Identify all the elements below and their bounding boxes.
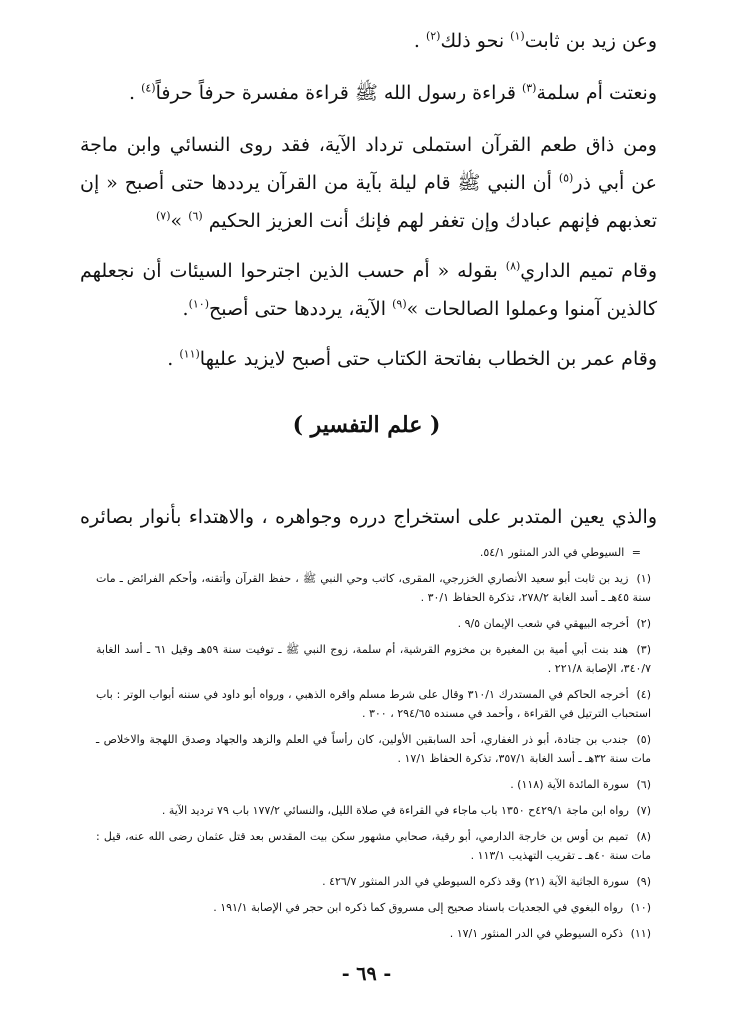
- paragraph-text: ومن ذاق طعم القرآن استملى ترداد الآية، فقد روى النسائي وابن ماجة عن أبي ذر: [80, 134, 658, 194]
- footnote-text: سورة المائدة الآية (١١٨) .: [510, 778, 629, 791]
- paragraph-text: »: [170, 210, 189, 232]
- footnote-item: [96, 569, 651, 607]
- footnote-number: =: [631, 546, 641, 559]
- footnote-ref: (١٠): [188, 297, 210, 311]
- footnote-text: جندب بن جنادة، أبو ذر الغفاري، أحد السابقين الأولين، كان رأساً في العلم والزهد والجهاد وصدق اللهجة والاخلاص ـ مات سنة ٣٢هـ ـ أسد الغابة ٣٥٧/١، تذكرة الحفاظ ١٧/١ .: [96, 733, 651, 765]
- footnote-text: هند بنت أبي أمية بن المغيرة بن مخزوم القرشية، أم سلمة، زوج النبي ﷺ ـ توفيت سنة ٥٩هـ وقيل ٦١ ـ أسد الغابة ٣٤٠/٧، الإصابة ٢٢١/٨ .: [96, 643, 651, 675]
- paragraph-1: [80, 22, 657, 60]
- section-heading: ( علم التفسير ): [292, 412, 441, 438]
- footnote-ref: (٥): [558, 171, 574, 185]
- footnote-number: (٢): [636, 617, 651, 630]
- footnote-item: [96, 640, 651, 678]
- page-number: - ٦٩ -: [341, 963, 392, 985]
- footnote-number: (٧): [636, 804, 651, 817]
- footnote-number: (٣): [636, 643, 651, 656]
- footnote-ref: (٧): [156, 209, 171, 223]
- footnote-number: (٥): [636, 733, 651, 746]
- paragraph-text: .: [167, 348, 180, 370]
- paragraph-text: الآية، يرددها حتى أصبح: [209, 298, 393, 320]
- footnote-item: [96, 685, 651, 723]
- footnote-item: [96, 924, 651, 943]
- paragraph-text: أن النبي ﷺ قام ليلة بآية من القرآن يرددها حتى أصبح « إن تعذبهم فإنهم عبادك وإن تغفر لهم فإنك أنت العزيز الحكيم: [80, 172, 657, 232]
- footnote-text: أخرجه البيهقي في شعب الإيمان ٩/٥ .: [457, 617, 629, 630]
- main-body-text: [80, 22, 657, 390]
- footnote-number: (١٠): [630, 901, 651, 914]
- footnote-ref: (٨): [505, 259, 521, 273]
- footnote-item: [96, 898, 651, 917]
- footnote-item: [96, 801, 651, 820]
- footnote-text: ذكره السيوطي في الدر المنثور ١٧/١ .: [449, 927, 624, 940]
- footnote-item: [96, 730, 651, 768]
- footnote-number: (٨): [636, 830, 651, 843]
- paragraph-3: [80, 126, 657, 240]
- footnote-number: (٦): [636, 778, 651, 791]
- footnote-ref: (٦): [188, 209, 203, 223]
- paragraph-text: .: [413, 30, 426, 52]
- continuation-text: والذي يعين المتدبر على استخراج درره وجواهره ، والاهتداء بأنوار بصائره: [80, 506, 657, 528]
- footnote-number: (٤): [636, 688, 651, 701]
- footnote-ref: (٩): [392, 297, 407, 311]
- footnote-text: السيوطي في الدر المنثور ٥٤/١.: [479, 546, 625, 559]
- paragraph-5: [80, 340, 657, 378]
- paragraph-text: .: [182, 298, 189, 320]
- footnote-text: أخرجه الحاكم في المستدرك ٣١٠/١ وقال على شرط مسلم واقره الذهبي ، ورواه أبو داود في سننه أبواب الوتر : باب استحباب الترتيل في القراءة ، وأحمد في مسنده ٢٩٤/٦٥ ، ٣٠٠ .: [96, 688, 651, 720]
- footnote-item: [96, 827, 651, 865]
- footnote-item: [96, 614, 651, 633]
- paragraph-text: .: [128, 82, 142, 104]
- footnote-ref: (١): [510, 29, 525, 43]
- paragraph-2: [80, 74, 657, 112]
- paragraph-text: وعن زيد بن ثابت: [524, 30, 657, 52]
- footnote-ref: (٣): [521, 81, 537, 95]
- paragraph-text: نحو ذلك: [440, 30, 511, 52]
- footnote-text: تميم بن أوس بن خارجة الدارمي، أبو رقية، صحابي مشهور سكن بيت المقدس بعد قتل عثمان رضى الله عنه، قيل : مات سنة ٤٠هـ ـ تقريب التهذيب ١١٣/١ .: [96, 830, 651, 862]
- paragraph-4: [80, 252, 657, 328]
- paragraph-text: وقام عمر بن الخطاب بفاتحة الكتاب حتى أصبح لايزيد عليها: [199, 348, 657, 370]
- footnote-text: رواه البغوي في الجعديات باسناد صحيح إلى مسروق كما ذكره ابن حجر في الإصابة ١٩١/١ .: [213, 901, 624, 914]
- footnote-number: (١): [636, 572, 651, 585]
- footnote-ref: (١١): [179, 347, 200, 361]
- paragraph-text: ونعتت أم سلمة: [536, 82, 657, 104]
- footnote-number: (١١): [630, 927, 651, 940]
- paragraph-text: وقام تميم الداري: [520, 260, 657, 282]
- footnote-ref: (٢): [425, 29, 441, 43]
- footnote-text: رواه ابن ماجة ٤٢٩/١ح ١٣٥٠ باب ماجاء في القراءة في صلاة الليل، والنسائي ١٧٧/٢ باب ٧٩ ترديد الآية .: [161, 804, 629, 817]
- footnotes-section: [96, 543, 651, 950]
- footnote-item: [96, 543, 651, 562]
- footnote-number: (٩): [636, 875, 651, 888]
- footnote-text: سورة الجاثية الآية (٢١) وقد ذكره السيوطي في الدر المنثور ٤٢٦/٧ .: [322, 875, 629, 888]
- footnote-ref: (٤): [141, 81, 156, 95]
- footnote-item: [96, 775, 651, 794]
- footnote-item: [96, 872, 651, 891]
- footnote-text: زيد بن ثابت أبو سعيد الأنصاري الخزرجي، المقرى، كاتب وحي النبي ﷺ ، حفظ القرآن وأتقنه، وأحكم الفرائض ـ مات سنة ٤٥هـ ـ أسد الغابة ٢٧٨/٢، تذكرة الحفاظ ٣٠/١ .: [96, 572, 651, 604]
- paragraph-text: بقوله « أم حسب الذين اجترحوا السيئات أن نجعلهم كالذين آمنوا وعملوا الصالحات »: [80, 260, 657, 320]
- paragraph-text: قراءة رسول الله ﷺ قراءة مفسرة حرفاً حرفاً: [155, 82, 522, 104]
